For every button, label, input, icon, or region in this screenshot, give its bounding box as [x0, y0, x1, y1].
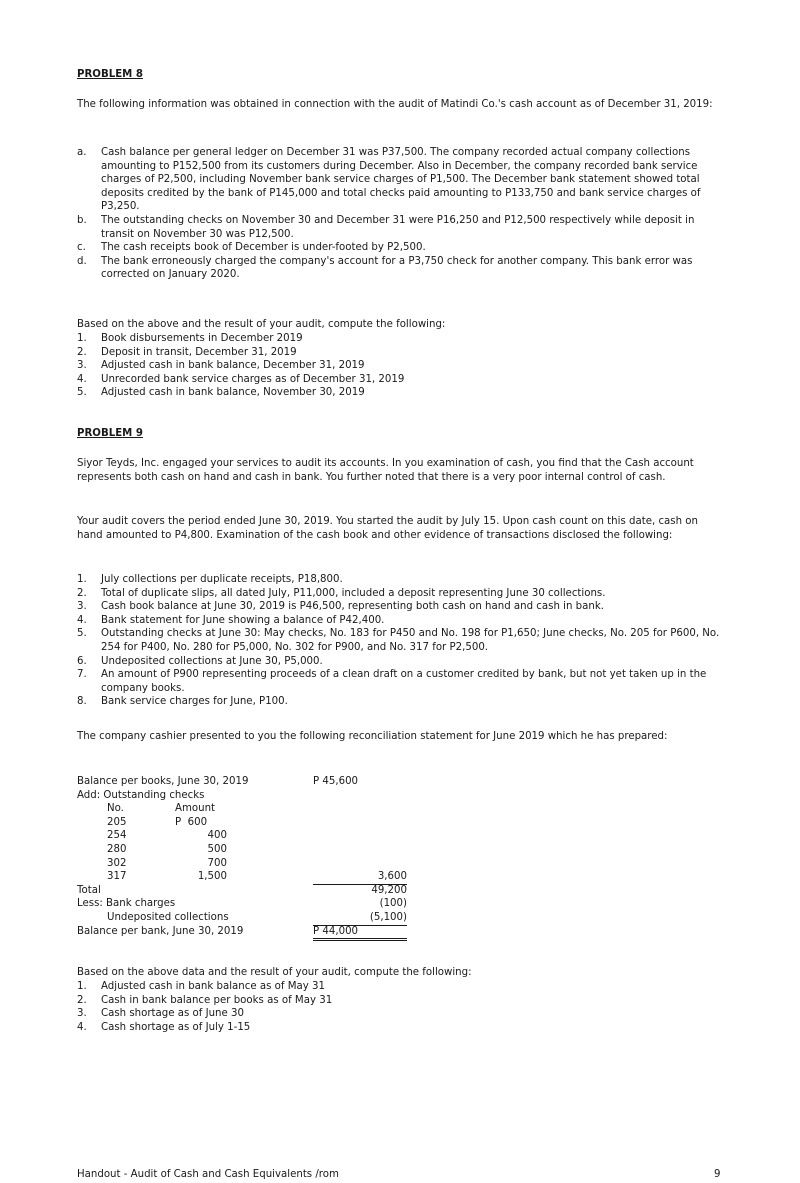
problem-9-heading: PROBLEM 9 — [77, 428, 143, 439]
list-item: 5. Outstanding checks at June 30: May checks, No. 183 for P450 and No. 198 for P1,650; June checks, No. 205 for P600, No. 254 for P400, No. 280 for P5,000, No. 302 for P900, and No. 317 for P2,500. — [77, 628, 720, 653]
recon-row-less: Less: Bank charges (100) — [77, 898, 407, 910]
footer-text: Handout - Audit of Cash and Cash Equivalents /rom — [77, 1169, 339, 1180]
recon-row-balance-bank: Balance per bank, June 30, 2019 P 44,000 — [77, 925, 407, 939]
page-number: 9 — [714, 1169, 721, 1180]
recon-row-add: Add: Outstanding checks — [77, 789, 205, 801]
list-item: c. The cash receipts book of December is under-footed by P2,500. — [77, 242, 426, 254]
table-row: 280 500 — [107, 843, 227, 855]
recon-row-balance-books: Balance per books, June 30, 2019 P 45,600 — [77, 776, 359, 787]
list-item: 3. Adjusted cash in bank balance, December 31, 2019 — [77, 360, 365, 372]
list-item: 2. Cash in bank balance per books as of May 31 — [77, 994, 333, 1006]
list-item: 3. Cash shortage as of June 30 — [77, 1008, 244, 1020]
list-item: 5. Adjusted cash in bank balance, November 30, 2019 — [77, 387, 365, 399]
list-item: 2. Total of duplicate slips, all dated July, P11,000, included a deposit representing June 30 collections. — [77, 587, 606, 599]
list-item: 4. Bank statement for June showing a balance of P42,400. — [77, 614, 385, 626]
list-item: d. The bank erroneously charged the company's account for a P3,750 check for another company. This bank error was corrected on January 2020. — [77, 255, 693, 281]
list-item: 3. Cash book balance at June 30, 2019 is P46,500, representing both cash on hand and cash in bank. — [77, 601, 604, 613]
list-item: 8. Bank service charges for June, P100. — [77, 696, 288, 708]
problem-9-compute-list — [77, 980, 725, 1034]
list-item: 1. Adjusted cash in bank balance as of May 31 — [77, 981, 325, 992]
reconciliation-statement — [77, 775, 407, 938]
table-row: 254 400 — [107, 830, 227, 842]
recon-row-total: Total 49,200 — [77, 884, 407, 896]
problem-8-items — [77, 146, 725, 282]
table-row: 205 P 600 — [107, 816, 208, 828]
problem-8-compute-intro: Based on the above and the result of your audit, compute the following: — [77, 319, 446, 330]
problem-9-items — [77, 573, 725, 709]
recon-row-undeposited: Undeposited collections (5,100) — [77, 911, 407, 925]
list-item: b. The outstanding checks on November 30 and December 31 were P16,250 and P12,500 respectively while deposit in transit on November 30 was P12,500. — [77, 214, 695, 240]
list-item: 1. Book disbursements in December 2019 — [77, 333, 303, 344]
problem-8-intro: The following information was obtained in connection with the audit of Matindi Co.'s cash account as of December 31, 2019: — [77, 99, 713, 110]
problem-9-para2: Your audit covers the period ended June 30, 2019. You started the audit by July 15. Upon cash count on this date, cash on hand amounted to P4,800. Examination of the cash book and other evidence of transactions disclosed the following: — [77, 516, 698, 541]
list-item: 7. An amount of P900 representing proceeds of a clean draft on a customer credited by bank, but not yet taken up in the company books. — [77, 669, 707, 694]
table-row: 317 1,500 3,600 — [77, 870, 407, 884]
list-item: 1. July collections per duplicate receipts, P18,800. — [77, 574, 343, 585]
cashier-intro: The company cashier presented to you the following reconciliation statement for June 2019 which he has prepared: — [77, 731, 668, 742]
list-item: a. Cash balance per general ledger on December 31 was P37,500. The company recorded actual company collections amounting to P152,500 from its customers during December. Also in December, the company recorded bank service charges of P2,500, including November bank service charges of P1,500. The December bank statement showed total deposits credited by the bank of P145,000 and total checks paid amounting to P133,750 and bank service charges of P3,250. — [77, 147, 701, 213]
table-row: 302 700 — [107, 857, 227, 869]
recon-checks-header: No. Amount — [107, 803, 216, 815]
checks-total: 3,600 — [313, 870, 407, 885]
list-item: 4. Cash shortage as of July 1-15 — [77, 1021, 251, 1033]
problem-9-intro: Siyor Teyds, Inc. engaged your services to audit its accounts. In you examination of cash, you find that the Cash account represents both cash on hand and cash in bank. You further noted that there is a very poor internal control of cash. — [77, 458, 694, 483]
list-item: 2. Deposit in transit, December 31, 2019 — [77, 346, 297, 358]
problem-8-heading: PROBLEM 8 — [77, 69, 143, 80]
problem-8-compute-list — [77, 332, 725, 400]
list-item: 6. Undeposited collections at June 30, P5,000. — [77, 655, 323, 667]
problem-9-compute-intro: Based on the above data and the result of your audit, compute the following: — [77, 967, 472, 978]
list-item: 4. Unrecorded bank service charges as of December 31, 2019 — [77, 373, 405, 385]
